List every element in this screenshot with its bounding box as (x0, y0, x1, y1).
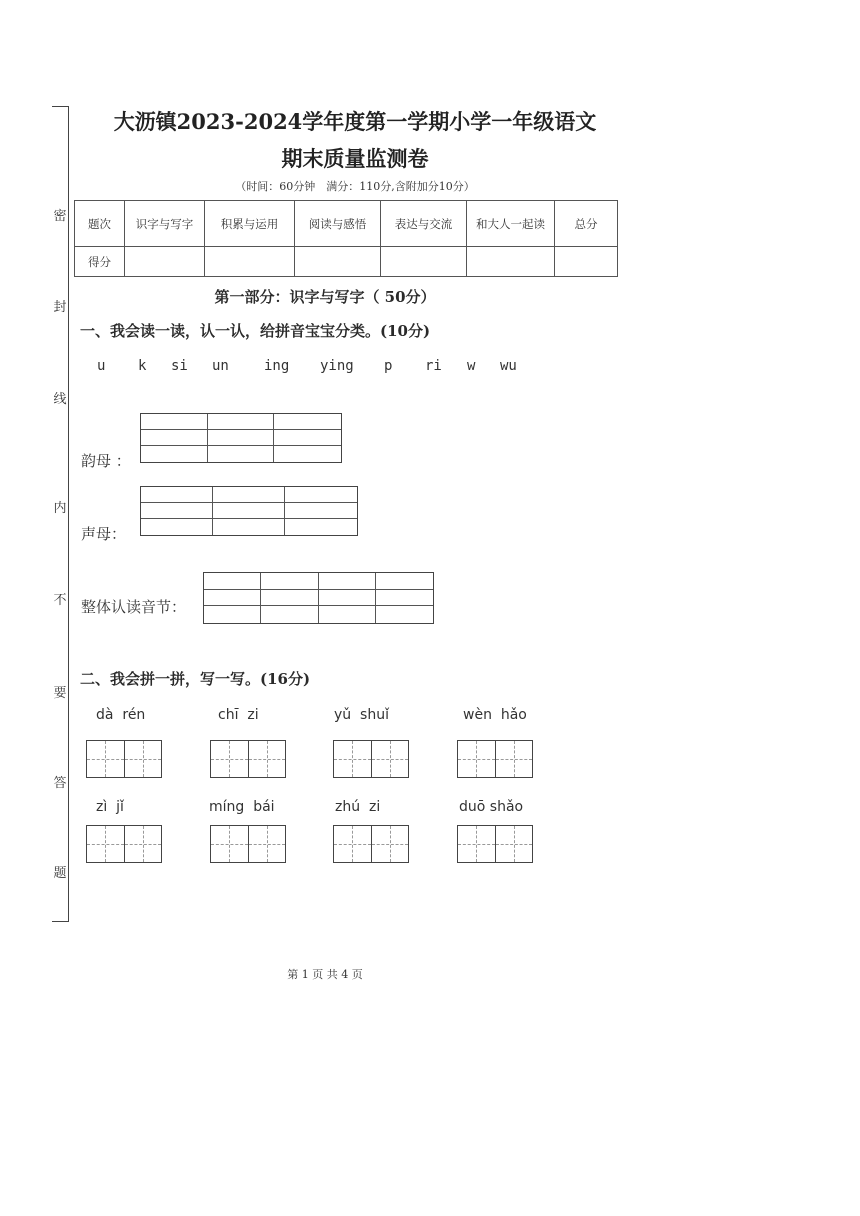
score-cell[interactable] (555, 247, 618, 277)
pinyin-prompt: duō shǎo (459, 799, 524, 815)
score-cell[interactable] (205, 247, 295, 277)
seal-line-bottom (52, 921, 68, 922)
seal-char: 不 (53, 593, 67, 608)
pinyin-letter: ri (425, 358, 442, 374)
score-header: 阅读与感悟 (295, 201, 381, 247)
seal-char: 封 (53, 300, 67, 315)
score-row-label: 得分 (75, 247, 125, 277)
shengmu-label: 声母： (81, 525, 127, 543)
pinyin-letter: p (384, 358, 393, 374)
pinyin-letter-list (0, 358, 600, 378)
pinyin-letter: si (171, 358, 188, 374)
exam-subtitle: （时间：60分钟 满分：110分,含附加分10分） (235, 180, 475, 193)
pinyin-prompt: míng bái (209, 799, 275, 815)
tian-grid[interactable] (457, 825, 533, 863)
pinyin-letter: ying (320, 358, 354, 374)
pinyin-letter: u (97, 358, 106, 374)
score-header: 表达与交流 (381, 201, 467, 247)
score-header: 识字与写字 (125, 201, 205, 247)
score-header: 总分 (555, 201, 618, 247)
pinyin-prompt: dà rén (96, 707, 146, 723)
shengmu-answer-grid[interactable] (140, 486, 358, 536)
score-header: 题次 (75, 201, 125, 247)
page-number: 第 1 页 共 4 页 (287, 968, 363, 981)
part-title: 第一部分：识字与写字（ 50分） (214, 288, 436, 306)
tian-grid[interactable] (333, 825, 409, 863)
pinyin-prompt: zì jǐ (96, 799, 124, 815)
seal-char: 要 (53, 686, 67, 701)
seal-char: 密 (53, 209, 67, 224)
seal-char: 线 (53, 392, 67, 407)
question-title: 一、我会读一读，认一认，给拼音宝宝分类。(10分) (80, 322, 431, 340)
score-cell[interactable] (381, 247, 467, 277)
tian-grid[interactable] (210, 740, 286, 778)
tian-grid[interactable] (457, 740, 533, 778)
zhengti-label: 整体认读音节： (81, 598, 187, 616)
seal-line (68, 106, 69, 922)
pinyin-letter: w (467, 358, 476, 374)
pinyin-letter: k (138, 358, 147, 374)
score-header: 和大人一起读 (467, 201, 555, 247)
pinyin-prompt: wèn hǎo (463, 707, 527, 723)
seal-char: 内 (53, 501, 67, 516)
score-cell[interactable] (125, 247, 205, 277)
yunmu-label: 韵母 ： (81, 452, 131, 470)
tian-grid[interactable] (86, 825, 162, 863)
question-title: 二、我会拼一拼，写一写。(16分) (80, 670, 311, 688)
pinyin-prompt: yǔ shuǐ (334, 707, 389, 723)
score-header: 积累与运用 (205, 201, 295, 247)
score-cell[interactable] (467, 247, 555, 277)
score-cell[interactable] (295, 247, 381, 277)
exam-title-line2: 期末质量监测卷 (281, 146, 429, 171)
pinyin-letter: wu (500, 358, 517, 374)
seal-char: 题 (53, 866, 67, 881)
pinyin-letter: un (212, 358, 229, 374)
score-table (74, 200, 618, 277)
pinyin-letter: ing (264, 358, 290, 374)
tian-grid[interactable] (86, 740, 162, 778)
exam-title: 大沥镇2023-2024学年度第一学期小学一年级语文 (113, 109, 597, 134)
seal-char: 答 (53, 776, 67, 791)
zhengti-answer-grid[interactable] (203, 572, 434, 624)
yunmu-answer-grid[interactable] (140, 413, 342, 463)
pinyin-prompt: zhú zi (335, 799, 381, 815)
tian-grid[interactable] (333, 740, 409, 778)
tian-grid[interactable] (210, 825, 286, 863)
pinyin-prompt: chī zi (218, 707, 259, 723)
